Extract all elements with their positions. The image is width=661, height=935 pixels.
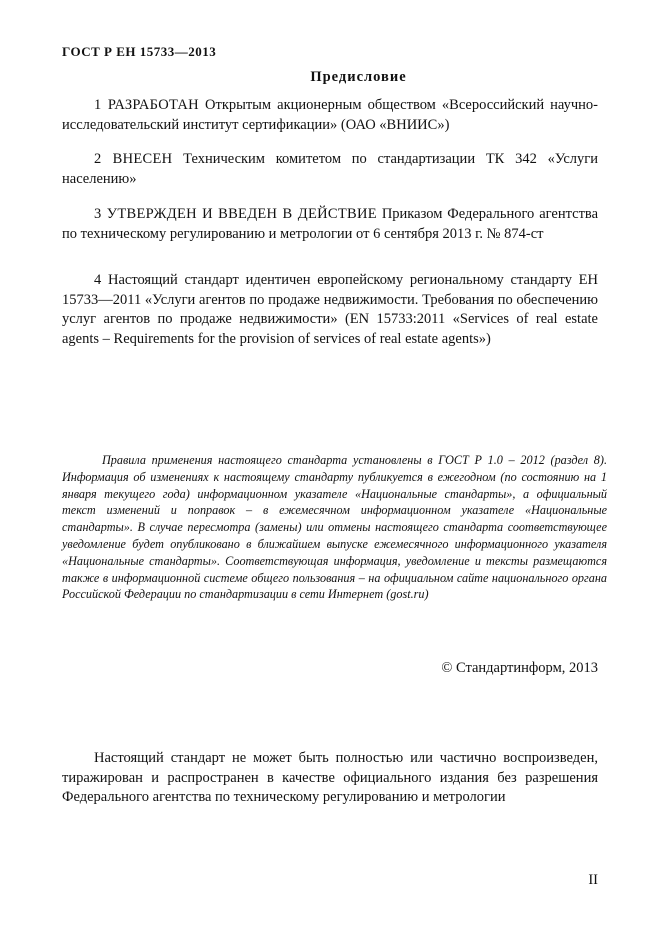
page-number: II	[588, 872, 598, 888]
preface-item-approved	[62, 205, 598, 244]
preface-item-text: Настоящий стандарт идентичен европейскому региональному стандарту ЕН 15733—2011 «Услуги агентов по продаже недвижимости. Требования по обеспечению услуг агентов по продаже недвижимости» (EN 15733:2011 «Services of real estate agents – Requirements for the provision of services of real estate agents»)	[62, 272, 598, 347]
copyright-line: © Стандартинформ, 2013	[441, 660, 598, 676]
preface-title: Предисловие	[310, 69, 407, 85]
preface-item-text: Открытым акционерным обществом «Всероссийский научно-исследовательский институт сертификации» (ОАО «ВНИИС»)	[62, 97, 599, 133]
preface-item-introduced	[62, 150, 598, 189]
reproduction-notice: Настоящий стандарт не может быть полностью или частично воспроизведен, тиражирован и распространен в качестве официального издания без разрешения Федерального агентства по техническому регулированию и метрологии	[62, 750, 598, 805]
preface-item-identical-standard	[62, 271, 598, 349]
preface-item-lead: 1 РАЗРАБОТАН	[94, 97, 199, 113]
preface-item-lead: 4	[94, 272, 102, 288]
preface-item-text: Техническим комитетом по стандартизации ТК 342 «Услуги населению»	[62, 151, 599, 187]
preface-item-developed	[62, 96, 598, 135]
preface-item-lead: 3 УТВЕРЖДЕН И ВВЕДЕН В ДЕЙСТВИЕ	[94, 206, 377, 222]
preface-item-text: Приказом Федерального агентства по техническому регулированию и метрологии от 6 сентября 2013 г. № 874-ст	[62, 206, 598, 242]
application-rules-note: Правила применения настоящего стандарта установлены в ГОСТ Р 1.0 – 2012 (раздел 8). Информация об изменениях к настоящему стандарту публикуется в ежегодном (по состоянию на 1 января текущего года) информационном указателе «Национальные стандарты», а официальный текст изменений и поправок – в ежемесячном информационном указателе «Национальные стандарты». В случае пересмотра (замены) или отмены настоящего стандарта соответствующее уведомление будет опубликовано в ближайшем выпуске ежемесячного информационного указателя «Национальные стандарты». Соответствующая информация, уведомление и тексты размещаются также в информационной системе общего пользования – на официальном сайте национального органа Российской Федерации по стандартизации в сети Интернет (gost.ru)	[62, 453, 607, 602]
preface-item-lead: 2 ВНЕСЕН	[94, 151, 173, 167]
document-code-header: ГОСТ Р ЕН 15733—2013	[62, 44, 217, 59]
